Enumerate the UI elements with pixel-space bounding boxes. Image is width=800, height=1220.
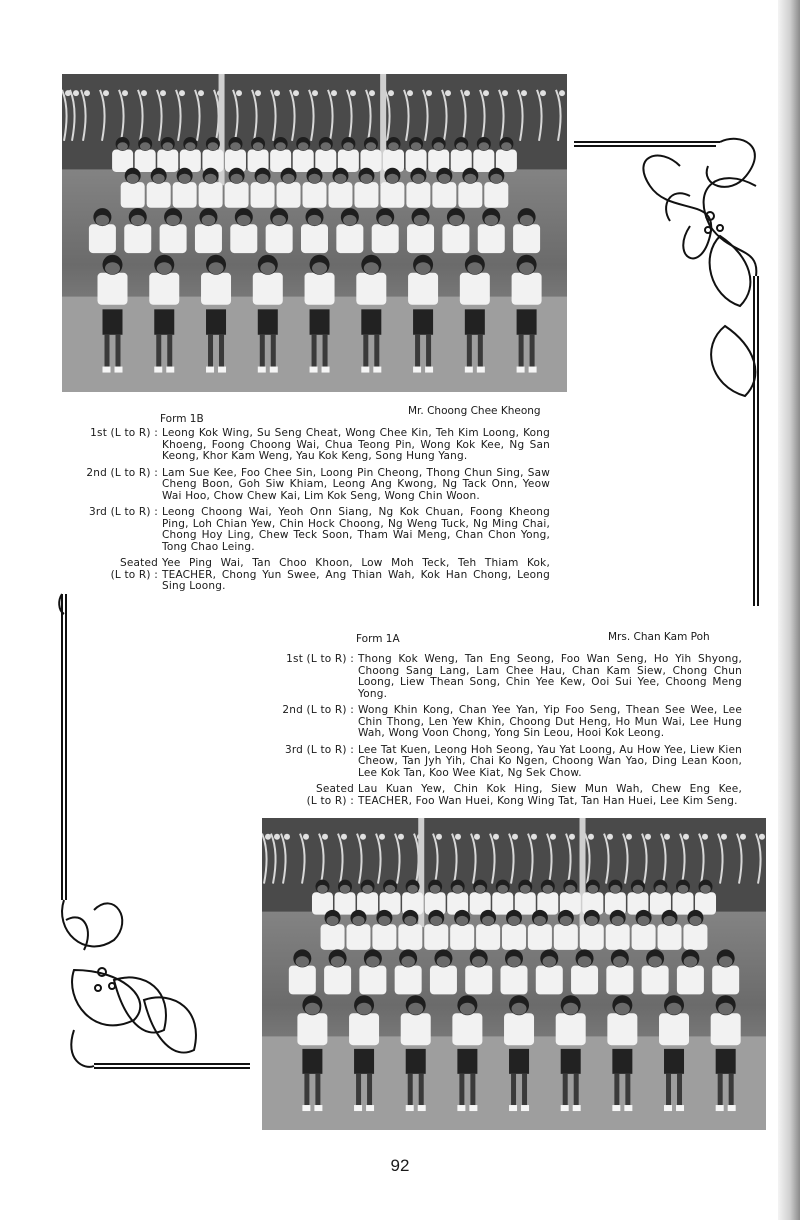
row-names: Lee Tat Kuen, Leong Hoh Seong, Yau Yat Loong, Au How Yee, Liew Kien Cheow, Tan Jyh Yih, Chai Ko Ngen, Choong Wan Yao, Ding Lean Koon, Lee Kok Tan, Koo Wee Kiat, Ng Sek Chow. bbox=[358, 743, 742, 779]
form-1a-teacher: Mrs. Chan Kam Poh bbox=[608, 631, 710, 643]
form-1b-teacher: Mr. Choong Chee Kheong bbox=[408, 405, 541, 417]
row-label: 2nd (L to R) : bbox=[86, 466, 158, 479]
form-1b-names bbox=[86, 428, 550, 598]
form-1a-title: Form 1A bbox=[356, 633, 400, 645]
row-names: Lam Sue Kee, Foo Chee Sin, Loong Pin Cheong, Thong Chun Sing, Saw Cheng Boon, Goh Siw Khiam, Leong Ang Kwong, Ng Tack Onn, Yeow Wai Hoo, Chow Chew Kai, Lim Kok Seng, Wong Chin Woon. bbox=[162, 466, 550, 502]
row-names: Leong Choong Wai, Yeoh Onn Siang, Ng Kok Chuan, Foong Kheong Ping, Loh Chian Yew, Chin Hock Choong, Ng Weng Tuck, Ng Ming Chai, Chong Hoy Ling, Chew Teck Soon, Tham Wai Meng, Chan Chon Yong, Tong Chao Leing. bbox=[162, 506, 550, 553]
form-1b-row-3 bbox=[86, 507, 550, 553]
row-label: 3rd (L to R) : bbox=[284, 743, 354, 756]
row-names: Yee Ping Wai, Tan Choo Khoon, Low Moh Teck, Teh Thiam Kok, TEACHER, Chong Yun Swee, Ang Thian Wah, Kok Han Chong, Leong Sing Loong. bbox=[162, 557, 550, 592]
row-names: Leong Kok Wing, Su Seng Cheat, Wong Chee Kin, Teh Kim Loong, Kong Khoeng, Foong Choong Wai, Chua Teong Pin, Wong Kok Kee, Ng San Keong, Khor Kam Weng, Yau Kok Keng, Song Hung Yang. bbox=[162, 427, 550, 462]
row-label: 1st (L to R) : bbox=[90, 427, 158, 439]
page-number: 92 bbox=[390, 1156, 410, 1175]
row-label: 1st (L to R) : bbox=[286, 653, 354, 665]
row-names: Thong Kok Weng, Tan Eng Seong, Foo Wan Seng, Ho Yih Shyong, Choong Sang Lang, Lam Chee Hau, Chan Kam Siew, Chong Chun Loong, Liew Thean Song, Chin Yee Kew, Ooi Sui Yee, Choong Meng Yong. bbox=[358, 653, 742, 700]
row-label: Seated (L to R) : bbox=[110, 557, 158, 581]
form-1b-title: Form 1B bbox=[160, 413, 204, 425]
form-1a-names bbox=[282, 654, 742, 812]
form-1b-row-seated bbox=[86, 558, 550, 593]
row-label: 2nd (L to R) : bbox=[282, 704, 354, 716]
page-edge-shadow bbox=[778, 0, 800, 1220]
form-1a-row-seated bbox=[282, 784, 742, 807]
form-1a-row-2 bbox=[282, 705, 742, 740]
floral-corner-ornament-top-right bbox=[570, 126, 770, 616]
form-1a-row-1 bbox=[282, 654, 742, 700]
floral-corner-ornament-bottom-left bbox=[54, 590, 254, 1075]
row-names: Wong Khin Kong, Chan Yee Yan, Yip Foo Seng, Thean See Wee, Lee Chin Thong, Len Yew Khin, Choong Dut Heng, Ho Mun Wai, Lee Hung Wah, Wong Voon Chong, Yong Sin Leou, Hooi Kok Leong. bbox=[358, 704, 742, 739]
row-names: Lau Kuan Yew, Chin Kok Hing, Siew Mun Wah, Chew Eng Kee, TEACHER, Foo Wan Huei, Kong Wing Tat, Tan Han Huei, Lee Kim Seng. bbox=[358, 783, 742, 807]
row-label: Seated (L to R) : bbox=[306, 783, 354, 807]
form-1a-class-photo bbox=[262, 818, 766, 1130]
form-1b-row-1 bbox=[86, 428, 550, 463]
row-label: 3rd (L to R) : bbox=[88, 506, 158, 518]
form-1b-class-photo bbox=[62, 74, 567, 392]
form-1b-row-2 bbox=[86, 468, 550, 503]
form-1a-row-3 bbox=[282, 745, 742, 780]
